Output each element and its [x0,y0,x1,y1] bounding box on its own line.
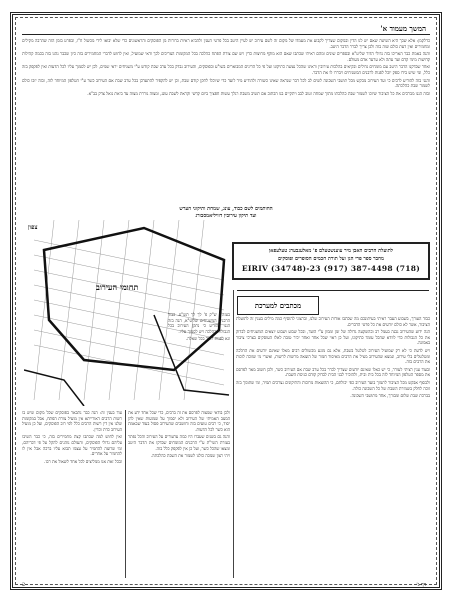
map-title: תחומי העירוב [96,282,139,292]
ad-line-1: לתועלת הרבים האבן מיר עוענשטעלם פ' מאלענבערג טעלעפאן [269,248,393,254]
ad-line-2: מחבר ספר פרי הגן ועל תורת חכמים הסופרים ופוסקים [278,256,384,262]
header-title: המשך מעמוד א' [380,24,426,33]
map-north-label: צפון [28,224,38,231]
letters-text: כבוד העורך, בשבוע העבר ראיתי בעיתונכם מה שכתבו אודות העירוב שלנו, וברצוני להוסיף כמה מילים בענין זה לתועלת הציבור, אשר לא כולם יודעים את כל פרטי הדברים. הנה ידוע שהעירוב נבנה בעמל רב ובהשקעה גדולה של זמן וממון ע"י הועד, ובכל שבוע ושבוע יוצאים המשגיחים לבדוק את כל הגבולות כדי לוודא שהכל עומד כתיקונו, ועל כן ראוי שכל אחד ואחד יכיר טובה לאלו העוסקים בצרכי ציבור באמונה. ויש לדעת כי לא רק שמועיל העירוב לטלטל בשבת, אלא גם מונע מכשולים רבים מאלו שאינם יודעים את ההלכה ומטלטלים בלי עירוב, ונמצא שהעירוב מציל את הרבים מאיסור חמור של הוצאה מרשות לרשות, ואשרי מי שזוכה לזכות את הרבים בזה. ובעוד ענין רציתי לעורר, כי יש כאלו שאינם יודעים שצריך לברר בכל ערב שבת אם העירוב כשר, ולכן חשוב מאד לפרסם את מספר הטלפון המיוחד לזה בכל בית ובית, ולהזכיר לבני הבית לבדוק קודם כניסת השבת. ולבסוף אבקש מכל הציבור לתמוך בועד העירוב כפי יכולתם, כי ההוצאות מרובות והתיקונים נצרכים תמיד, ומי שתומך בזה זוכה לחלק בשמירת השבת של כל השכונה כולה. בברכת שבת שלום ומבורך, אחד מתושבי השכונה. [236,316,430,399]
column-divider-1 [125,410,126,578]
contact-ad [232,242,430,280]
column-divider-2 [233,290,234,578]
letters-section-title: מכתבים למערכת [237,296,319,315]
committee-line: ועד תיקון עירובין דוויליאמסבורג [195,213,257,219]
ad-phone: (718) 387-4498 (917) 23-EIRIV (34748) [241,264,421,273]
middle-lower-text: ולכן בודאי שמצוה לפרסם את זה ברבים, כדי שכל אחד ידע את המצב האמיתי של העירוב ולא יסמוך על שמועות שאין להן יסוד, כי רבים טועים בזה וחושבים שהעירוב פסול בעוד שבאמת הוא כשר לכל הדעות. והנה גם בשנים שעברו היו כמה ערעורים על העירוב והכל נפתר בעזרת השי"ת ע"י הרבנים המומחים שבדקו את הדבר היטב ומצאו שהכל כשר, ועל כן אין לפקפק כלל בזה. ויהי רצון שנזכה כולנו לשמור את השבת כהלכתה. [128,410,230,459]
left-lower-text: עוד בענין זה: הנה כבר נתבאר בפוסקים שכל מקום שיש בו רשות הרבים דאורייתא אין מועיל צורת הפתח, אבל במקומות שלנו אין דין רשות הרבים כלל לפי רוב הפוסקים, ועל כן מועיל העירוב כדת וכדין. ואין לחוש למה שכתבו קצת מחמירים בזה, כי כבר השיבו עליהם גדולי הפוסקים, והעולם נוהגים להקל על פי דבריהם, ומי שרוצה להחמיר על עצמו תבוא עליו ברכה אבל אין לו להחמיר על אחרים. ובכל זאת אנו ממליצים לכל אחד לשאול את רבו. [22,410,122,464]
signature-line: החותמים לשם כבוד, עונג, שמחת ותיקוני הערש [179,206,273,212]
page-number-left: 2 [22,582,26,588]
header-rule [22,34,430,35]
page-number-right: דף ג' [416,582,426,588]
map-side-text: בעזה"י ש"ק פ' לך לך תש"ע. כבוד הרבנים המשגיחים שליט"א, הנה בזה הננו להודיע כי נתקן העירוב בכל הגבולות כהלכה ויש לסמוך עליו. ונא לפנות לועד בכל שאלה. [168,312,230,342]
section-rule [237,290,429,291]
top-article-text: כדלקמן: אלא שכך היא השיטה שאם יש לנו הדין ובמקום שצריך לקבוע את מעמדו של מקום זה לשם עירוב יש לעיין היטב בכל פרטי הענין ולהביא ראיות ברורות מן הפוסקים והראשונים כדי שלא יבואו לידי מכשול ח"ו, ובפרט בזמן הזה שהרבה מקילים ומחמירים ואין דעת כולם שוה בזה ולכן צריך לברר הדבר היטב. והנה באמת כבר האריכו בזה גדולי הדור שליט"א ובספרים שונים ומהם ראיתי שכתבו שאם הוא מוקף מחיצות כדין ויש שם צורת הפתח כהלכה בכל המקומות הצריכים לכך ודאי שמועיל, ואין לחוש לדברי המחמירים בזה כיון שכבר נהגו בזה בכמה קהילות קדושות מימי קדם ועד עתה ולא ערער אדם מעולם. ואחר שבדקנו הדבר היטב עם מומחים גדולים ובקיאים בהלכות עירובין וראינו שהכל נעשה כתיקונו ועל פי כל הדינים המבוארים בשו"ע ובפוסקים, והעירוב נבדק בכל ערב שבת קודש ע"י משגיחים יראי שמים, לכן יש לסמוך עליו לכל הדעות ואין לפקפק בזה כלל, ומי שיש בידו ספק יוכל לפנות לרבנים המשגיחים ויבררו לו את הדבר. והנני בזה להודיע לרבים כי ועד העירוב מבקש מכל תושבי השכונה לשים לב לכל דבר שנראה שאינו כשורה ולהודיע מיד לועד כדי שיוכלו לתקן קודם שבת, וכן יש להקפיד להתעדכן בכל ערב שבת אם העירוב כשר ע"י הטלפון המיוחד לזה, ובזה יזכו כולם לשמור שבת כהלכתה. ובזה הננו מברכים את כל הציבור שיזכו לשמור שבת כהלכתו מתוך שמחה וטוב לבב ויתקיים בנו הכתוב אם תשיב משבת רגלך עשות חפציך ביום קדשי וקראת לשבת עונג, ומצוה גוררת מצוה עד ביאת גואל צדק בב"א. [22,38,430,96]
